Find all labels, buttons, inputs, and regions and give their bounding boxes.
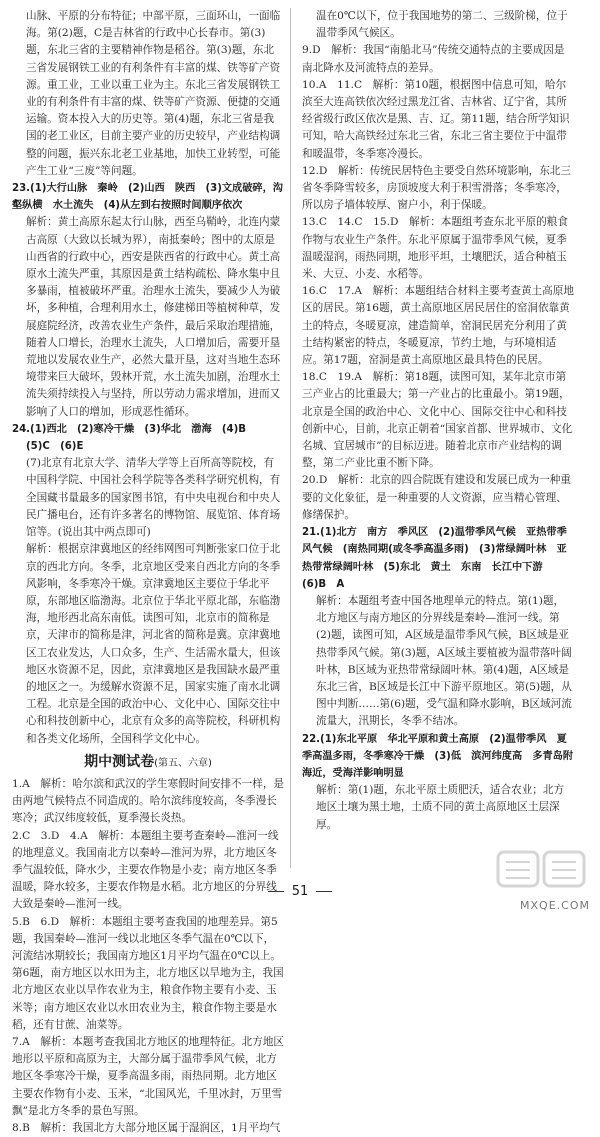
q22-answer: 22.(1)东北平原 华北平原和黄土高原 (2)温带季风 夏季高温多雨，冬季寒冷干燥 (3)低 滨河纬度高 多青岛附海近，受海洋影响明显 [302, 733, 574, 779]
q9-entry: 9.D 解析：我国“南船北马”传统交通特点的主要成因是南北降水及河流特点的差异。 [302, 44, 565, 74]
q5-entry: 5.B 6.D 解析：本题组主要考查我国的地理差异。第5题，我国秦岭—淮河一线以北地区冬季气温在0℃以下，河流结冰期较长；我国南方地区1月平均气温在0℃以上。第6题，南方地区以水田为主，北方地区以旱地为主，我国北方地区农业以旱作农业为主，粮食作物主要有小麦、玉米等；南方地区农业以水田农业为主，粮食作物主要是水稻，还有甘蔗、油菜等。 [12, 915, 284, 1031]
column-divider [290, 8, 291, 868]
q1-entry: 1.A 解析：哈尔滨和武汉的学生寒假时间安排不一样，是由两地气候特点不同造成的。哈尔滨纬度较高，冬季漫长寒冷；武汉纬度较低，夏季漫长炎热。 [12, 777, 285, 825]
q10-entry: 10.A 11.C 解析：第10题，根据图中信息可知，哈尔滨至大连高铁依次经过黑龙江省、吉林省、辽宁省，其所经省级行政区依次是黑、吉、辽。第11题，结合所学知识可知，哈大高铁经过东北三省，东北三省主要位于中温带和暖温带，冬季寒冷漫长。 [302, 78, 570, 160]
q18-entry: 18.C 19.A 解析：第18题，读图可知，某年北京市第三产业占的比重最大；第一产业占的比重最小。第19题，北京是全国的政治中心、文化中心、国际交往中心和科技创新中心，目前，北京正朝着“国家首都、世界城市、文化名城、宜居城市”的目标迈进。随着北京市产业结构的调整，第二产业比重不断下降。 [302, 371, 573, 470]
q24-answer: 24.(1)西北 (2)寒冷干燥 (3)华北 渤海 (4)B [12, 423, 247, 435]
q2-entry: 2.C 3.D 4.A 解析：本题组主要考查秦岭—淮河一线的地理意义。我国南北方以秦岭—淮河为界，北方地区冬季气温较低，降水少，主要农作物是小麦；南方地区冬季温暖，降水较多，主要农作物是水稻。北方地区的分界线大致是秦岭—淮河一线。 [12, 829, 279, 911]
section-title [12, 754, 284, 772]
q8-entry: 8.B 解析：我国北方大部分地区属于湿润区，1月平均气 [12, 1122, 281, 1134]
q7-entry: 7.A 解析：本题考查我国北方地区的地理特征。北方地区地形以平原和高原为主，大部分属于温带季风气候，北方地区冬季寒冷干燥，夏季高温多雨，雨热同期。北方地区主要农作物有小麦、玉米，“北国风光，千里冰封，万里雪飘”是北方冬季的景色写照。 [12, 1035, 285, 1117]
q16-entry: 16.C 17.A 解析：本题组结合材料主要考查黄土高原地区的居民。第16题，黄土高原地区居民居住的窑洞依靠黄土的特点，冬暖夏凉，建造简单，窑洞民居充分利用了黄土结构紧密的特点，冬暖夏凉，节约土地，与环境相适应。第17题，窑洞是黄土高原地区最具特色的民居。 [302, 285, 574, 367]
q8-continued: 温在0℃以下，位于我国地势的第二、三级阶梯，位于温带季风气候区。 [316, 10, 568, 40]
left-column [12, 8, 284, 1137]
right-column [302, 8, 574, 834]
q12-entry: 12.D 解析：传统民居特色主要受自然环境影响，东北三省冬季降雪较多，房顶坡度大利于积雪滑落；冬季寒冷，所以房子墙体较厚、窗户小，利于保暖。 [302, 164, 571, 212]
continued-paragraph: 山脉、平原的分布特征；中部平原，三面环山，一面临海。第(2)题，C是吉林省的行政中心长春市。第(3)题，东北三省的主要精神作物是稻谷。第(3)题，东北三省发展钢铁工业的有利条件有丰富的煤、铁等矿产资源。重工业，工业以重工业为主。东北三省发展钢铁工业的有利条件有丰富的煤、铁等矿产资源、便捷的交通运输。资本投入大的历史等。第(4)题，东北三省是我国的老工业区，目前主要产业的历史较早，产业结构调整的问题，振兴东北老工业基地，加快工业转型，可能产生工业“三废”等问题。 [26, 10, 281, 177]
q20-entry: 20.D 解析：北京的四合院既有建设和发展已成为一种重要的文化象征，是一种重要的人文资源，应当精心管理、修缮保护。 [302, 474, 571, 521]
section-title-main: 期中测试卷 [84, 753, 155, 770]
q24-explanation: 解析：根据京津冀地区的经纬网图可判断张家口位于北京的西北方向。冬季，北京地区受来自西北方向的冬季风影响，冬季寒冷干燥。京津冀地区主要位于华北平原，东部地区临渤海。北京位于华北平原北部，东临渤海，地形西北高东南低。读图可知，北京市的简称是京，天津市的简称是津，河北省的简称是冀。京津冀地区工农业发达，人口众多，生产、生活需水量大，但该地区水资源不足，因此，京津冀地区是我国缺水最严重的地区之一。为缓解水资源不足，国家实施了南水北调工程。北京是全国的政治中心、文化中心、国际交往中心和科技创新中心，北京有众多的高等院校，科研机构和各类文化场所，全国科学文化中心。 [26, 543, 281, 745]
q23-explanation: 解析：黄土高原东起太行山脉，西至乌鞘岭，北连内蒙古高原（大致以长城为界），南抵秦岭；图中的太原是山西省的行政中心，西安是陕西省的行政中心。黄土高原水土流失严重，其原因是黄土结构疏松、降水集中且多暴雨，植被破坏严重。治理水土流失，要减少人为破坏，多种植，合理利用水土，修建梯田等植树种草，发展庭院经济，改善农业生产条件，最后采取治理措施，随着人口增长，治理水土流失，人口增加后，需要开垦荒地以发展农业生产，必然大量开垦，这对当地生态环境带来巨大破坏，毁林开荒，水土流失加剧，治理水土流失须持续投入与坚持，所以劳动力需求增加，进而又影响了人口的增加，形成恶性循环。 [26, 216, 281, 418]
page-number: 51 [0, 884, 600, 899]
q24-item7: (7)北京有北京大学、清华大学等上百所高等院校，有中国科学院、中国社会科学院等各类科学研究机构，有全国藏书量最多的国家图书馆，有中央电视台和中央人民广播电台，还有许多著名的博物馆、展览馆、体育场馆等。(说出其中两点即可) [26, 457, 281, 539]
watermark-text: MXQE.COM [520, 899, 590, 912]
watermark-logo-icon [494, 848, 590, 906]
q21-explanation: 解析：本题组考查中国各地理单元的特点。第(1)题，北方地区与南方地区的分界线是秦岭—淮河一线。第(2)题，读图可知，A区域是温带季风气候，B区域是亚热带季风气候。第(3)题，A区域主要植被为温带落叶阔叶林，B区域为亚热带常绿阔叶林。第(4)题，A区域是东北三省，B区域是长江中下游平原地区。第(5)题，从图中判断……第(6)题，受气温和降水影响，B区域河流流量大，汛期长，冬季不结冰。 [316, 594, 572, 728]
q24-answer-line2: (5)C (6)E [26, 441, 84, 453]
q23-answer: 23.(1)大行山脉 秦岭 (2)山西 陕西 (3)文成破碎，沟壑纵横 水土流失 (4)从左到右按照时间顺序依次 [12, 183, 283, 212]
q13-entry: 13.C 14.C 15.D 解析：本题组考查东北平原的粮食作物与农业生产条件。东北平原属于温带季风气候，夏季温暖湿润，雨热同期，地形平坦，土壤肥沃，适合种植玉米、大豆、小麦、水稻等。 [302, 216, 568, 281]
q21-answer: 21.(1)北方 南方 季风区 (2)温带季风气候 亚热带季风气候 (南热同期(或冬季高温多雨) (3)常绿阔叶林 亚热带常绿阔叶林 (5)东北 黄土 东南 长江中下游 (6)B A [302, 527, 567, 590]
section-title-sub: (第五、六章) [154, 757, 212, 769]
q22-explanation: 解析：第(1)题，东北平原土质肥沃，适合农业；北方地区土壤为黑土地，土质不同的黄土高原地区土层深厚。 [316, 784, 565, 831]
